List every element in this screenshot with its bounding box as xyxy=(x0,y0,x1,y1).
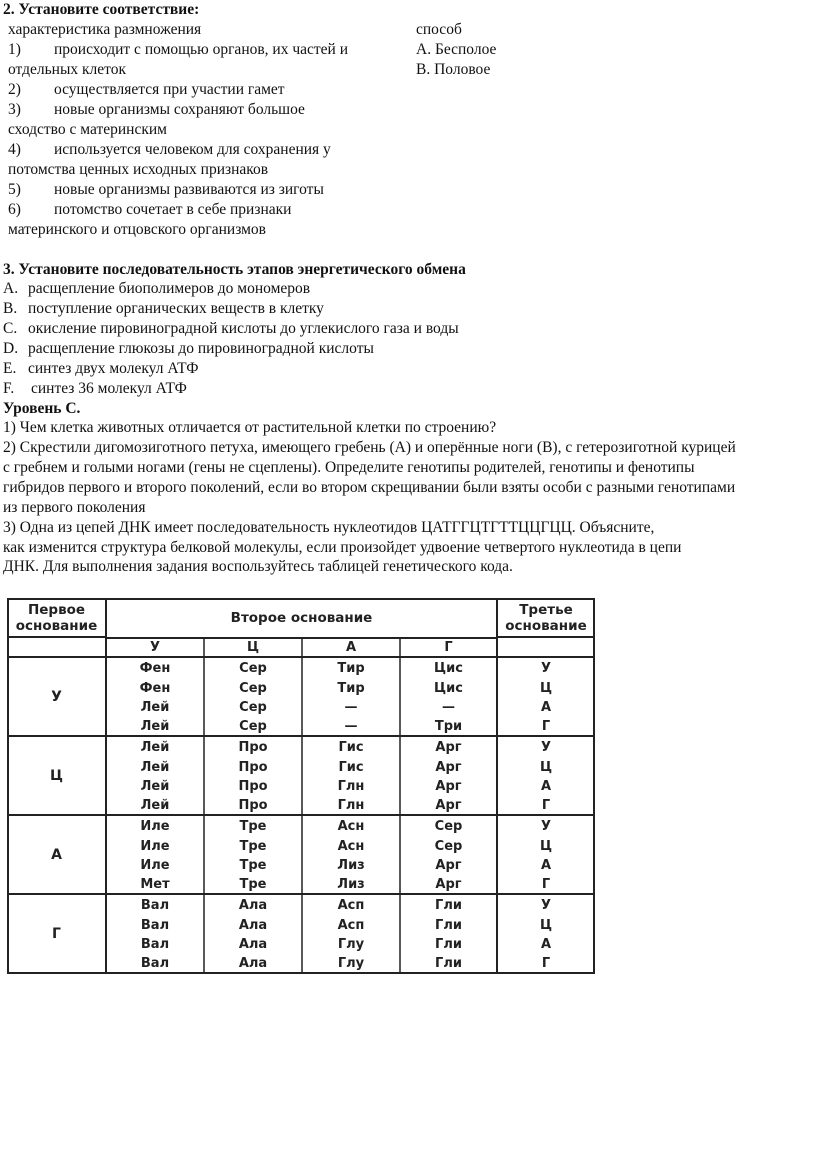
task3-item-b xyxy=(3,299,324,319)
item-text: используется человеком для сохранения у xyxy=(54,141,331,158)
task3-title: 3. Установите последовательность этапов энергетического обмена xyxy=(3,261,466,278)
codon-cell: Асн xyxy=(337,819,365,834)
task3-item-d xyxy=(3,339,374,359)
first-base-u: У xyxy=(51,689,62,705)
codon-cell: Тре xyxy=(239,858,267,873)
item-text: новые организмы развиваются из зиготы xyxy=(54,181,324,198)
third-base-cell: А xyxy=(540,858,552,873)
codon-cell: — xyxy=(442,700,455,715)
codon-cell: — xyxy=(344,700,358,715)
codon-cell: Три xyxy=(434,719,463,734)
item-text: поступление органических веществ в клетку xyxy=(28,300,324,317)
item-text: осуществляется при участии гамет xyxy=(54,81,285,98)
item-letter: B. xyxy=(3,300,18,317)
codon-cell: Иле xyxy=(140,819,170,834)
task2-item-4-cont: потомства ценных исходных признаков xyxy=(8,161,269,178)
codon-cell: Ала xyxy=(238,898,268,913)
third-base-cell: Ц xyxy=(539,918,553,933)
item-text: происходит с помощью органов, их частей и xyxy=(54,41,349,58)
task2-item-6 xyxy=(8,200,291,220)
third-base-cell: У xyxy=(540,740,552,755)
third-base-cell: Ц xyxy=(539,760,553,775)
codon-cell: Про xyxy=(238,760,268,775)
task2-item-6-cont: материнского и отцовского организмов xyxy=(8,221,266,238)
codon-cell: Ала xyxy=(238,918,268,933)
task2-item-3 xyxy=(8,100,305,120)
codon-cell: Лей xyxy=(140,719,170,734)
codon-cell: Тре xyxy=(239,877,267,892)
task3-item-f xyxy=(3,379,187,399)
codon-cell: Тре xyxy=(239,839,267,854)
codon-cell: Лиз xyxy=(337,877,365,892)
first-base-header: Первое основание xyxy=(15,602,98,634)
item-text: новые организмы сохраняют большое xyxy=(54,101,305,118)
level-c-line: 1) Чем клетка животных отличается от растительной клетки по строению? xyxy=(3,419,497,436)
level-c-line: гибридов первого и второго поколений, если во втором скрещивании были взяты особи с разными генотипами xyxy=(3,479,736,496)
task3-item-c xyxy=(3,319,459,339)
item-number: 6) xyxy=(8,201,21,218)
item-letter: A. xyxy=(3,280,19,297)
third-base-cell: Г xyxy=(541,719,551,734)
task3-item-a xyxy=(3,279,310,299)
item-text: синтез двух молекул АТФ xyxy=(28,360,199,377)
item-number: 3) xyxy=(8,101,21,118)
item-number: 2) xyxy=(8,81,21,98)
third-base-header: Третье основание xyxy=(505,602,587,634)
second-base-u: У xyxy=(149,640,161,655)
item-text: расщепление глюкозы до пировиноградной кислоты xyxy=(28,340,374,357)
codon-cell: Гис xyxy=(338,740,364,755)
codon-cell: Иле xyxy=(140,858,170,873)
second-base-c: Ц xyxy=(246,640,260,655)
codon-cell: Вал xyxy=(140,937,170,952)
codon-cell: Гис xyxy=(338,760,364,775)
codon-cell: Сер xyxy=(239,681,267,696)
codon-cell: Арг xyxy=(435,779,462,794)
codon-cell: — xyxy=(344,719,358,734)
codon-cell: Сер xyxy=(434,819,463,834)
item-text: синтез 36 молекул АТФ xyxy=(31,380,187,397)
third-base-cell: А xyxy=(540,700,552,715)
codon-cell: Арг xyxy=(435,740,462,755)
level-c-line: ДНК. Для выполнения задания воспользуйтесь таблицей генетического кода. xyxy=(3,558,513,575)
second-base-a: А xyxy=(345,640,357,655)
third-base-cell: Г xyxy=(541,798,551,813)
codon-cell: Гли xyxy=(435,937,462,952)
task2-option-a: А. Бесполое xyxy=(416,41,497,58)
codon-cell: Сер xyxy=(239,661,267,676)
codon-cell: Лиз xyxy=(337,858,365,873)
codon-cell: Глу xyxy=(337,956,365,971)
codon-cell: Сер xyxy=(239,719,267,734)
item-number: 4) xyxy=(8,141,21,158)
codon-cell: Сер xyxy=(239,700,267,715)
codon-cell: Арг xyxy=(435,877,462,892)
level-c-line: 3) Одна из цепей ДНК имеет последовательность нуклеотидов ЦАТГГЦТГТТЦЦГЦЦ. Объясните, xyxy=(3,519,655,536)
codon-cell: Лей xyxy=(140,760,170,775)
codon-cell: Лей xyxy=(140,779,170,794)
codon-cell: Вал xyxy=(140,956,170,971)
first-base-c: Ц xyxy=(50,768,63,784)
task2-item-3-cont: сходство с материнским xyxy=(8,121,167,138)
third-base-cell: Г xyxy=(541,956,551,971)
level-c-line: с гребнем и голыми ногами (гены не сцеплены). Определите генотипы родителей, генотипы и фенотипы xyxy=(3,459,695,476)
codon-cell: Лей xyxy=(140,700,170,715)
third-base-cell: А xyxy=(540,937,552,952)
third-base-cell: У xyxy=(540,898,552,913)
codon-cell: Вал xyxy=(140,898,170,913)
third-base-cell: Ц xyxy=(539,681,553,696)
codon-cell: Про xyxy=(238,779,268,794)
task2-item-2 xyxy=(8,80,285,100)
third-base-cell: Г xyxy=(541,877,551,892)
codon-cell: Иле xyxy=(140,839,170,854)
codon-cell: Сер xyxy=(434,839,463,854)
codon-cell: Глн xyxy=(337,798,365,813)
task2-item-1 xyxy=(8,40,348,60)
item-text: окисление пировиноградной кислоты до углекислого газа и воды xyxy=(28,320,459,337)
codon-cell: Арг xyxy=(435,858,462,873)
item-letter: C. xyxy=(3,320,18,337)
codon-cell: Асп xyxy=(337,918,365,933)
codon-cell: Гли xyxy=(435,956,462,971)
codon-cell: Цис xyxy=(434,661,463,676)
codon-cell: Про xyxy=(238,740,268,755)
codon-cell: Вал xyxy=(140,918,170,933)
codon-cell: Глу xyxy=(337,937,365,952)
codon-cell: Гли xyxy=(435,918,462,933)
codon-cell: Лей xyxy=(140,740,170,755)
task2-item-5 xyxy=(8,180,324,200)
task2-right-column-header: способ xyxy=(416,21,462,38)
level-c-line: из первого поколения xyxy=(3,499,146,516)
item-text: расщепление биополимеров до мономеров xyxy=(28,280,311,297)
item-letter: E. xyxy=(3,360,17,377)
codon-cell: Фен xyxy=(139,661,171,676)
codon-cell: Фен xyxy=(139,681,171,696)
task2-option-b: В. Половое xyxy=(416,61,491,78)
task2-item-1-cont: отдельных клеток xyxy=(8,61,127,78)
task2-item-4 xyxy=(8,140,331,160)
first-base-a: А xyxy=(51,847,62,863)
codon-cell: Арг xyxy=(435,798,462,813)
codon-cell: Асн xyxy=(337,839,365,854)
level-c-line: как изменится структура белковой молекулы, если произойдет удвоение четвертого нуклеотида в цепи xyxy=(3,539,682,556)
second-base-header: Второе основание xyxy=(230,610,373,626)
item-letter: D. xyxy=(3,340,19,357)
third-base-cell: А xyxy=(540,779,552,794)
codon-cell: Мет xyxy=(140,877,170,892)
codon-cell: Тир xyxy=(337,681,365,696)
task3-item-e xyxy=(3,359,199,379)
codon-cell: Тре xyxy=(239,819,267,834)
item-letter: F. xyxy=(3,380,15,397)
codon-cell: Ала xyxy=(238,956,268,971)
second-base-g: Г xyxy=(444,640,453,655)
item-text: потомство сочетает в себе признаки xyxy=(54,201,292,218)
level-c-line: 2) Скрестили дигомозиготного петуха, имеющего гребень (А) и оперённые ноги (В), с гетерозиготной курицей xyxy=(3,439,736,456)
first-base-g: Г xyxy=(52,926,61,942)
task2-title: 2. Установите соответствие: xyxy=(3,1,200,18)
codon-cell: Асп xyxy=(337,898,365,913)
codon-cell: Цис xyxy=(434,681,463,696)
codon-cell: Про xyxy=(238,798,268,813)
third-base-cell: У xyxy=(540,661,552,676)
item-number: 5) xyxy=(8,181,21,198)
codon-cell: Глн xyxy=(337,779,365,794)
genetic-code-table xyxy=(7,598,595,974)
third-base-cell: Ц xyxy=(539,839,553,854)
item-number: 1) xyxy=(8,41,21,58)
level-c-title: Уровень С. xyxy=(3,400,81,417)
codon-cell: Лей xyxy=(140,798,170,813)
codon-cell: Арг xyxy=(435,760,462,775)
task2-left-column-header: характеристика размножения xyxy=(8,21,202,38)
third-base-cell: У xyxy=(540,819,552,834)
codon-cell: Гли xyxy=(435,898,462,913)
codon-cell: Тир xyxy=(337,661,365,676)
codon-cell: Ала xyxy=(238,937,268,952)
